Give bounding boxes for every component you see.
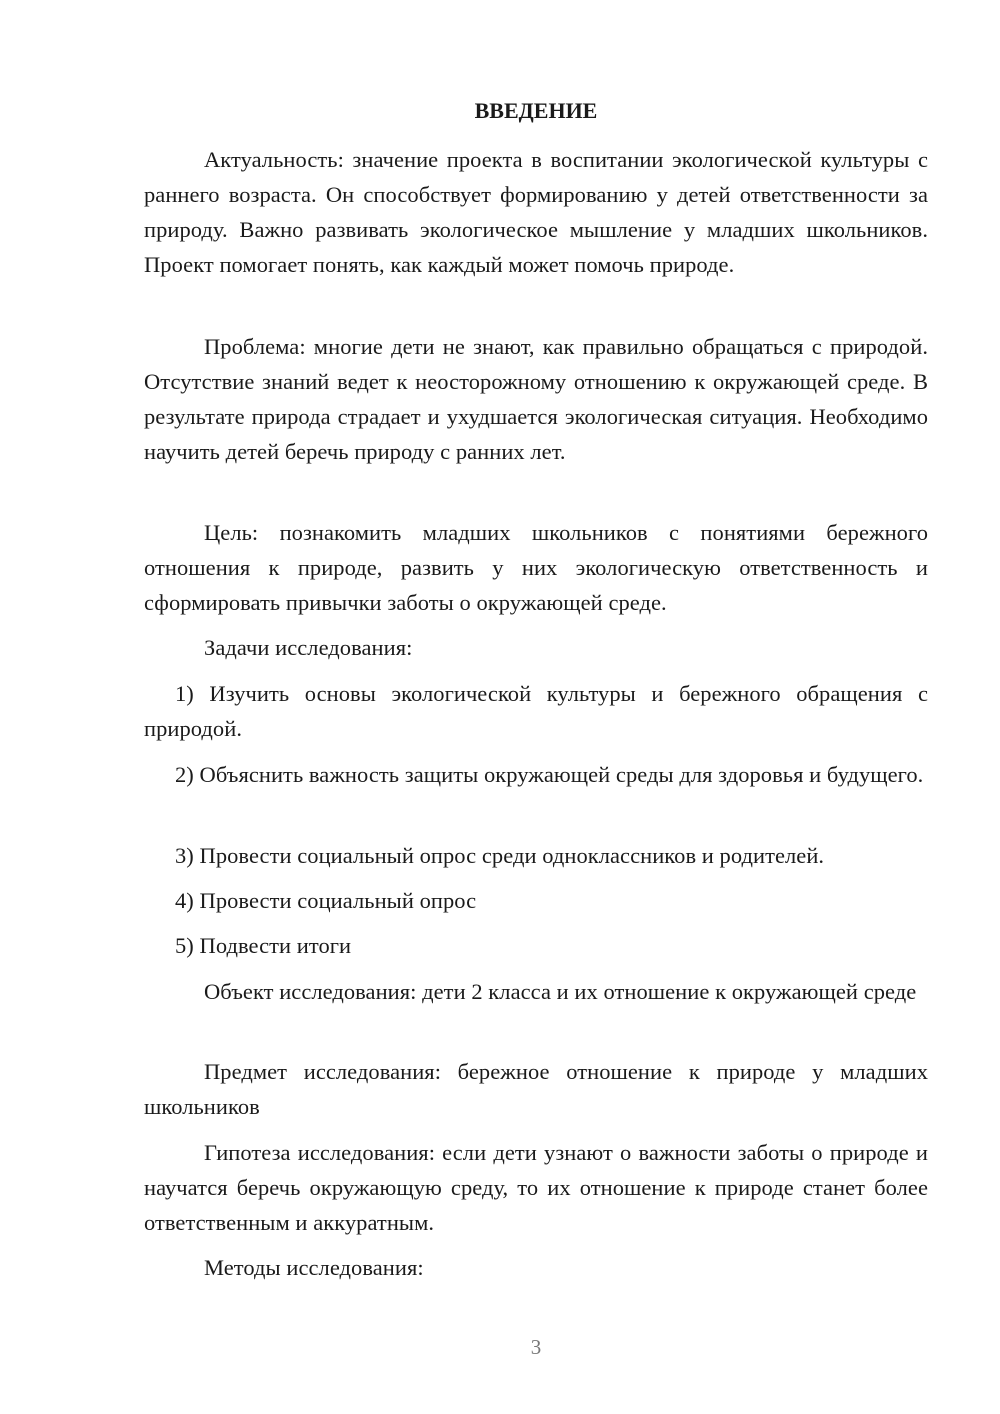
task-item-3: 3) Провести социальный опрос среди одноклассников и родителей. (175, 843, 825, 868)
tasks-heading: Задачи исследования: (204, 635, 413, 660)
problem-paragraph: Проблема: многие дети не знают, как правильно обращаться с природой. Отсутствие знаний ведет к неосторожному отношению к окружающей среде. В результате природа страдает и ухудшается экологическая ситуация. Необходимо научить детей беречь природу с ранних лет. (144, 334, 928, 464)
task-item-2: 2) Объяснить важность защиты окружающей среды для здоровья и будущего. (175, 762, 924, 787)
goal-paragraph: Цель: познакомить младших школьников с понятиями бережного отношения к природе, развить у них экологическую ответственность и сформировать привычки заботы о окружающей среде. (144, 520, 928, 615)
subject-paragraph: Предмет исследования: бережное отношение к природе у младших школьников (144, 1059, 928, 1119)
page-title: ВВЕДЕНИЕ (474, 98, 598, 123)
task-item-4: 4) Провести социальный опрос (175, 888, 477, 913)
object-paragraph: Объект исследования: дети 2 класса и их отношение к окружающей среде (204, 979, 917, 1004)
page-number: 3 (530, 1335, 542, 1359)
methods-heading: Методы исследования: (204, 1255, 424, 1280)
task-item-5: 5) Подвести итоги (175, 933, 352, 958)
hypothesis-paragraph: Гипотеза исследования: если дети узнают о важности заботы о природе и научатся беречь окружающую среду, то их отношение к природе станет более ответственным и аккуратным. (144, 1140, 928, 1235)
relevance-paragraph: Актуальность: значение проекта в воспитании экологической культуры с раннего возраста. Он способствует формированию у детей ответственности за природу. Важно развивать экологическое мышление у младших школьников. Проект помогает понять, как каждый может помочь природе. (144, 147, 928, 277)
task-item-1: 1) Изучить основы экологической культуры и бережного обращения с природой. (144, 681, 928, 741)
